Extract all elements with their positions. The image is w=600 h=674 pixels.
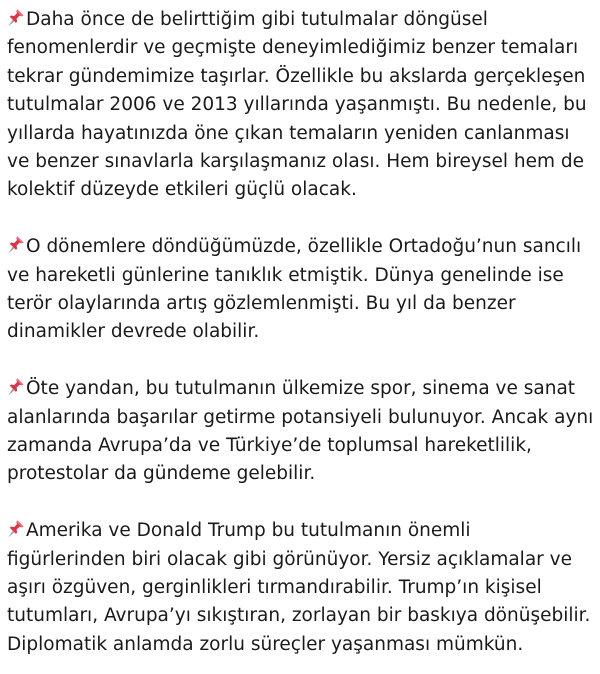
paragraph-line: dinamikler devrede olabilir. xyxy=(7,321,260,343)
paragraph-line: protestolar da gündeme gelebilir. xyxy=(7,463,316,485)
paragraph-line: tekrar gündemimize taşırlar. Özellikle bu akslarda gerçekleşen xyxy=(7,65,586,87)
paragraph-1 xyxy=(7,6,594,205)
pushpin-icon xyxy=(7,8,25,28)
paragraph-3 xyxy=(7,375,594,489)
paragraph-line: ve benzer sınavlarla karşılaşmanız olası. Hem bireysel hem de xyxy=(7,151,585,173)
paragraph-line: kolektif düzeyde etkileri güçlü olacak. xyxy=(7,179,357,201)
paragraph-line: O dönemlere döndüğümüzde, özellikle Ortadoğu’nun sancılı xyxy=(7,233,594,261)
paragraph-line: fenomenlerdir ve geçmişte deneyimlediğimiz benzer temaları xyxy=(7,37,579,59)
paragraph-line: yıllarda hayatınızda öne çıkan temaların yeniden canlanması xyxy=(7,122,570,144)
pushpin-icon xyxy=(7,377,25,397)
paragraph-line: Daha önce de belirttiğim gibi tutulmalar döngüsel xyxy=(7,6,594,34)
paragraph-line: Amerika ve Donald Trump bu tutulmanın önemli xyxy=(7,517,594,545)
paragraph-line: tutulmalar 2006 ve 2013 yıllarında yaşanmıştı. Bu nedenle, bu xyxy=(7,94,587,116)
paragraph-line: alanlarında başarılar getirme potansiyeli bulunuyor. Ancak aynı xyxy=(7,406,594,428)
paragraph-line: aşırı özgüven, gerginlikleri tırmandırabilir. Trump’ın kişisel xyxy=(7,577,542,599)
paragraph-line: figürlerinden biri olacak gibi görünüyor. Yersiz açıklamalar ve xyxy=(7,548,572,570)
paragraph-line: Öte yandan, bu tutulmanın ülkemize spor, sinema ve sanat xyxy=(7,375,594,403)
pushpin-icon xyxy=(7,519,25,539)
paragraph-line: terör olaylarında artış gözlemlenmişti. Bu yıl da benzer xyxy=(7,293,516,315)
paragraph-4 xyxy=(7,517,594,659)
paragraph-line: tutumları, Avrupa’yı sıkıştıran, zorlayan bir baskıya dönüşebilir. xyxy=(7,605,591,627)
pushpin-icon xyxy=(7,235,25,255)
paragraph-line: zamanda Avrupa’da ve Türkiye’de toplumsal hareketlilik, xyxy=(7,435,532,457)
paragraph-2 xyxy=(7,233,594,347)
paragraph-line: ve hareketli günlerine tanıklık etmiştik. Dünya genelinde ise xyxy=(7,264,564,286)
paragraph-line: Diplomatik anlamda zorlu süreçler yaşanması mümkün. xyxy=(7,633,524,655)
